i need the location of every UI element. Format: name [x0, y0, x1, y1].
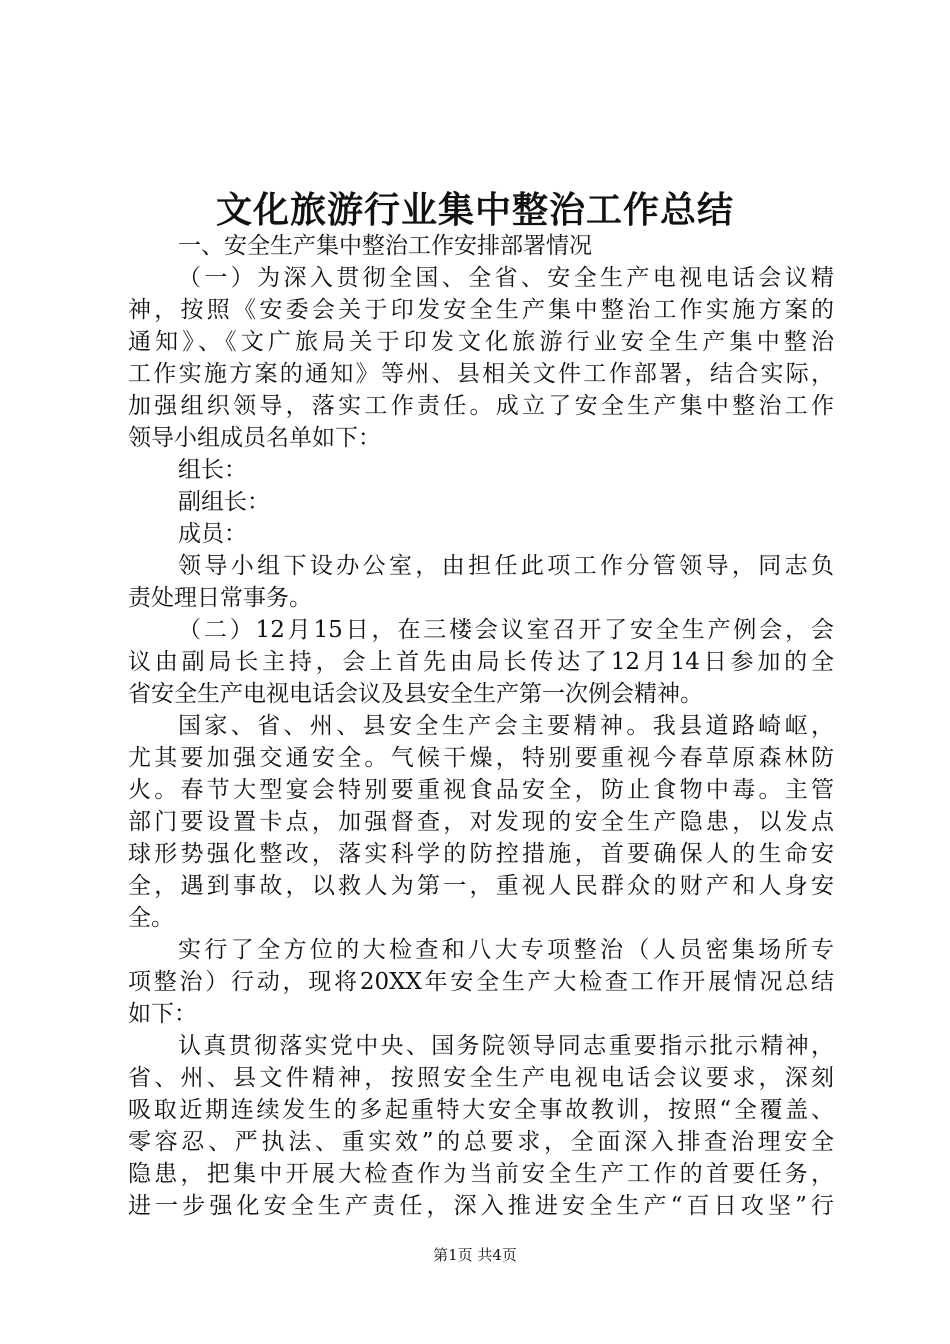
paragraph-line: 尤其要加强交通安全。气候干燥，特别要重视今春草原森林防 — [128, 745, 834, 771]
paragraph-line: 火。春节大型宴会特别要重视食品安全，防止食物中毒。主管 — [128, 777, 834, 803]
paragraph-line: （二）12月15日，在三楼会议室召开了安全生产例会，会 — [178, 617, 834, 643]
paragraph-line: 球形势强化整改，落实科学的防控措施，首要确保人的生命安 — [128, 841, 834, 867]
paragraph-line: 隐患，把集中开展大检查作为当前安全生产工作的首要任务， — [128, 1161, 834, 1187]
paragraph-line: 全。 — [128, 905, 174, 931]
paragraph-line: 零容忍、严执法、重实效”的总要求，全面深入排查治理安全 — [128, 1129, 834, 1155]
document-body — [128, 230, 834, 1222]
members-label: 成员： — [178, 521, 247, 547]
leader-label: 组长： — [178, 457, 247, 483]
paragraph-line: 如下： — [128, 1001, 197, 1027]
paragraph-line: 工作实施方案的通知》等州、县相关文件工作部署，结合实际， — [128, 361, 834, 387]
paragraph-line: 加强组织领导，落实工作责任。成立了安全生产集中整治工作 — [128, 393, 834, 419]
paragraph-line: 国家、省、州、县安全生产会主要精神。我县道路崎岖， — [178, 713, 834, 739]
document-title: 文化旅游行业集中整治工作总结 — [215, 189, 734, 231]
paragraph-line: 领导小组下设办公室，由担任此项工作分管领导，同志负 — [178, 553, 834, 579]
paragraph-line: 认真贯彻落实党中央、国务院领导同志重要指示批示精神， — [178, 1033, 834, 1059]
paragraph-line: 实行了全方位的大检查和八大专项整治（人员密集场所专 — [178, 937, 834, 963]
paragraph-line: 议由副局长主持，会上首先由局长传达了12月14日参加的全 — [128, 649, 834, 675]
paragraph-line: 全，遇到事故，以救人为第一，重视人民群众的财产和人身安 — [128, 873, 834, 899]
paragraph-line: 吸取近期连续发生的多起重特大安全事故教训，按照“全覆盖、 — [128, 1097, 834, 1123]
section-heading: 一、安全生产集中整治工作安排部署情况 — [178, 233, 592, 259]
paragraph-line: 省、州、县文件精神，按照安全生产电视电话会议要求，深刻 — [128, 1065, 834, 1091]
page-footer: 第1页 共4页 — [433, 1246, 517, 1264]
paragraph-line: 进一步强化安全生产责任，深入推进安全生产“百日攻坚”行 — [128, 1193, 834, 1219]
deputy-leader-label: 副组长： — [178, 489, 270, 515]
paragraph-line: 部门要设置卡点，加强督查，对发现的安全生产隐患，以发点 — [128, 809, 834, 835]
paragraph-line: 责处理日常事务。 — [128, 585, 312, 611]
paragraph-line: 项整治）行动，现将20XX年安全生产大检查工作开展情况总结 — [128, 969, 834, 995]
paragraph-line: 神，按照《安委会关于印发安全生产集中整治工作实施方案的 — [128, 297, 834, 323]
paragraph-line: （一）为深入贯彻全国、全省、安全生产电视电话会议精 — [178, 265, 834, 291]
paragraph-line: 领导小组成员名单如下： — [128, 425, 381, 451]
paragraph-line: 通知》、《文广旅局关于印发文化旅游行业安全生产集中整治 — [128, 329, 834, 355]
paragraph-line: 省安全生产电视电话会议及县安全生产第一次例会精神。 — [128, 681, 703, 707]
